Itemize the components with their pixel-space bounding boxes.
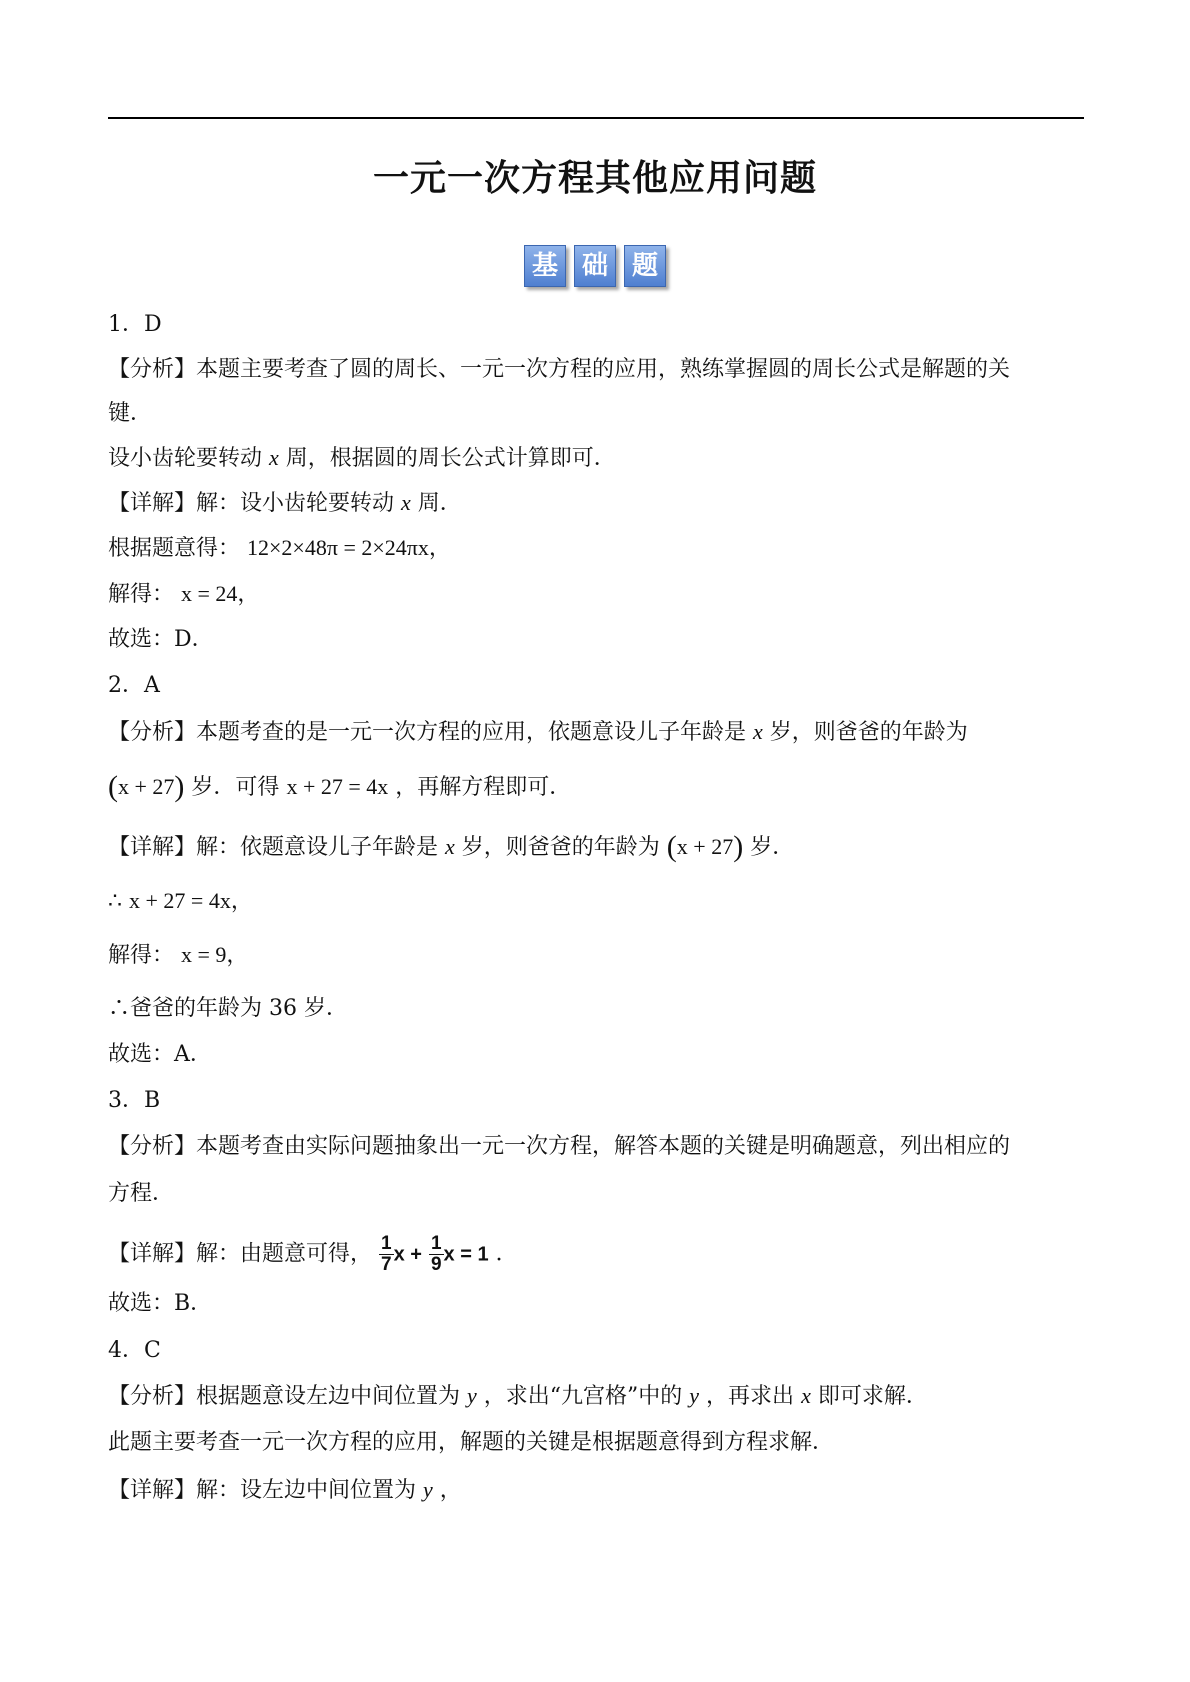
q2-analysis-line1: 【分析】本题考查的是一元一次方程的应用，依题意设儿子年龄是 x 岁，则爸爸的年龄为: [108, 719, 968, 745]
var-y: y: [467, 1383, 477, 1408]
q1-equation: 根据题意得： 12×2×48π = 2×24πx，: [108, 535, 451, 561]
solution: x = 24，: [181, 581, 260, 606]
equation: 12×2×48π = 2×24πx，: [247, 535, 451, 560]
var-x: x: [401, 490, 411, 515]
section-badge: [0, 245, 1190, 287]
q2-choice: 故选：A．: [108, 1042, 212, 1067]
q2-solution: 解得： x = 9，: [108, 942, 249, 968]
q1-solution: 解得： x = 24，: [108, 581, 260, 607]
var-x: x: [801, 1383, 811, 1408]
badge-char: 础: [574, 245, 616, 287]
q3-analysis-line1: 【分析】本题考查由实际问题抽象出一元一次方程，解答本题的关键是明确题意，列出相应的: [108, 1134, 1011, 1159]
var-x: x: [753, 719, 763, 744]
q4-analysis-line1: 【分析】根据题意设左边中间位置为 y ，求出“九宫格”中的 y ，再求出 x 即可求解．: [108, 1383, 928, 1409]
equation: x + 27 = 4x，: [129, 888, 253, 913]
q4-detail: 【详解】解：设左边中间位置为 y ，: [108, 1477, 462, 1503]
solution: x = 9，: [181, 942, 249, 967]
q2-analysis-line2: (x + 27) 岁．可得 x + 27 = 4x ，再解方程即可．: [108, 770, 572, 803]
expression: x + 27: [118, 774, 175, 799]
q1-analysis-line2: 键．: [108, 401, 153, 426]
expression: x + 27: [676, 834, 734, 859]
q2-equation: [108, 887, 253, 916]
page-title: 一元一次方程其他应用问题: [372, 158, 817, 199]
var-y: y: [423, 1477, 433, 1502]
therefore-symbol: ∴: [108, 889, 122, 914]
q1-analysis-line1: 【分析】本题主要考查了圆的周长、一元一次方程的应用，熟练掌握圆的周长公式是解题的关: [108, 357, 1011, 382]
q1-choice: 故选：D．: [108, 627, 214, 652]
var-y: y: [689, 1383, 700, 1408]
equation: x + 27 = 4x: [286, 774, 389, 799]
header-rule: [108, 117, 1084, 119]
q4-number: 4．C: [108, 1338, 161, 1363]
badge-char: 基: [524, 245, 566, 287]
q2-detail: 【详解】解：依题意设儿子年龄是 x 岁，则爸爸的年龄为 (x + 27) 岁．: [108, 830, 795, 863]
q1-analysis-line3: 设小齿轮要转动 x 周，根据圆的周长公式计算即可．: [108, 445, 616, 471]
fraction: $\frac{1}{7}$: [381, 1233, 392, 1275]
q4-analysis-line2: 此题主要考查一元一次方程的应用，解题的关键是根据题意得到方程求解．: [108, 1430, 835, 1455]
q3-choice: 故选：B．: [108, 1291, 213, 1316]
badge-char: 题: [624, 245, 666, 287]
var-x: x: [445, 834, 455, 859]
q3-analysis-line2: 方程．: [108, 1181, 175, 1206]
q3-number: 3．B: [108, 1088, 161, 1113]
fraction: $\frac{1}{9}$: [430, 1233, 442, 1275]
q2-number: 2．A: [108, 673, 160, 698]
q2-result: ∴爸爸的年龄为 36 岁．: [108, 996, 348, 1021]
var-x: x: [269, 445, 279, 470]
q1-number: 1．D: [108, 312, 162, 337]
q3-detail: 【详解】解：由题意可得， $\frac{1}{7}$ x + $\frac{1}{9}$ x = 1 ．: [108, 1233, 518, 1275]
q1-detail: 【详解】解：设小齿轮要转动 x 周．: [108, 490, 462, 516]
